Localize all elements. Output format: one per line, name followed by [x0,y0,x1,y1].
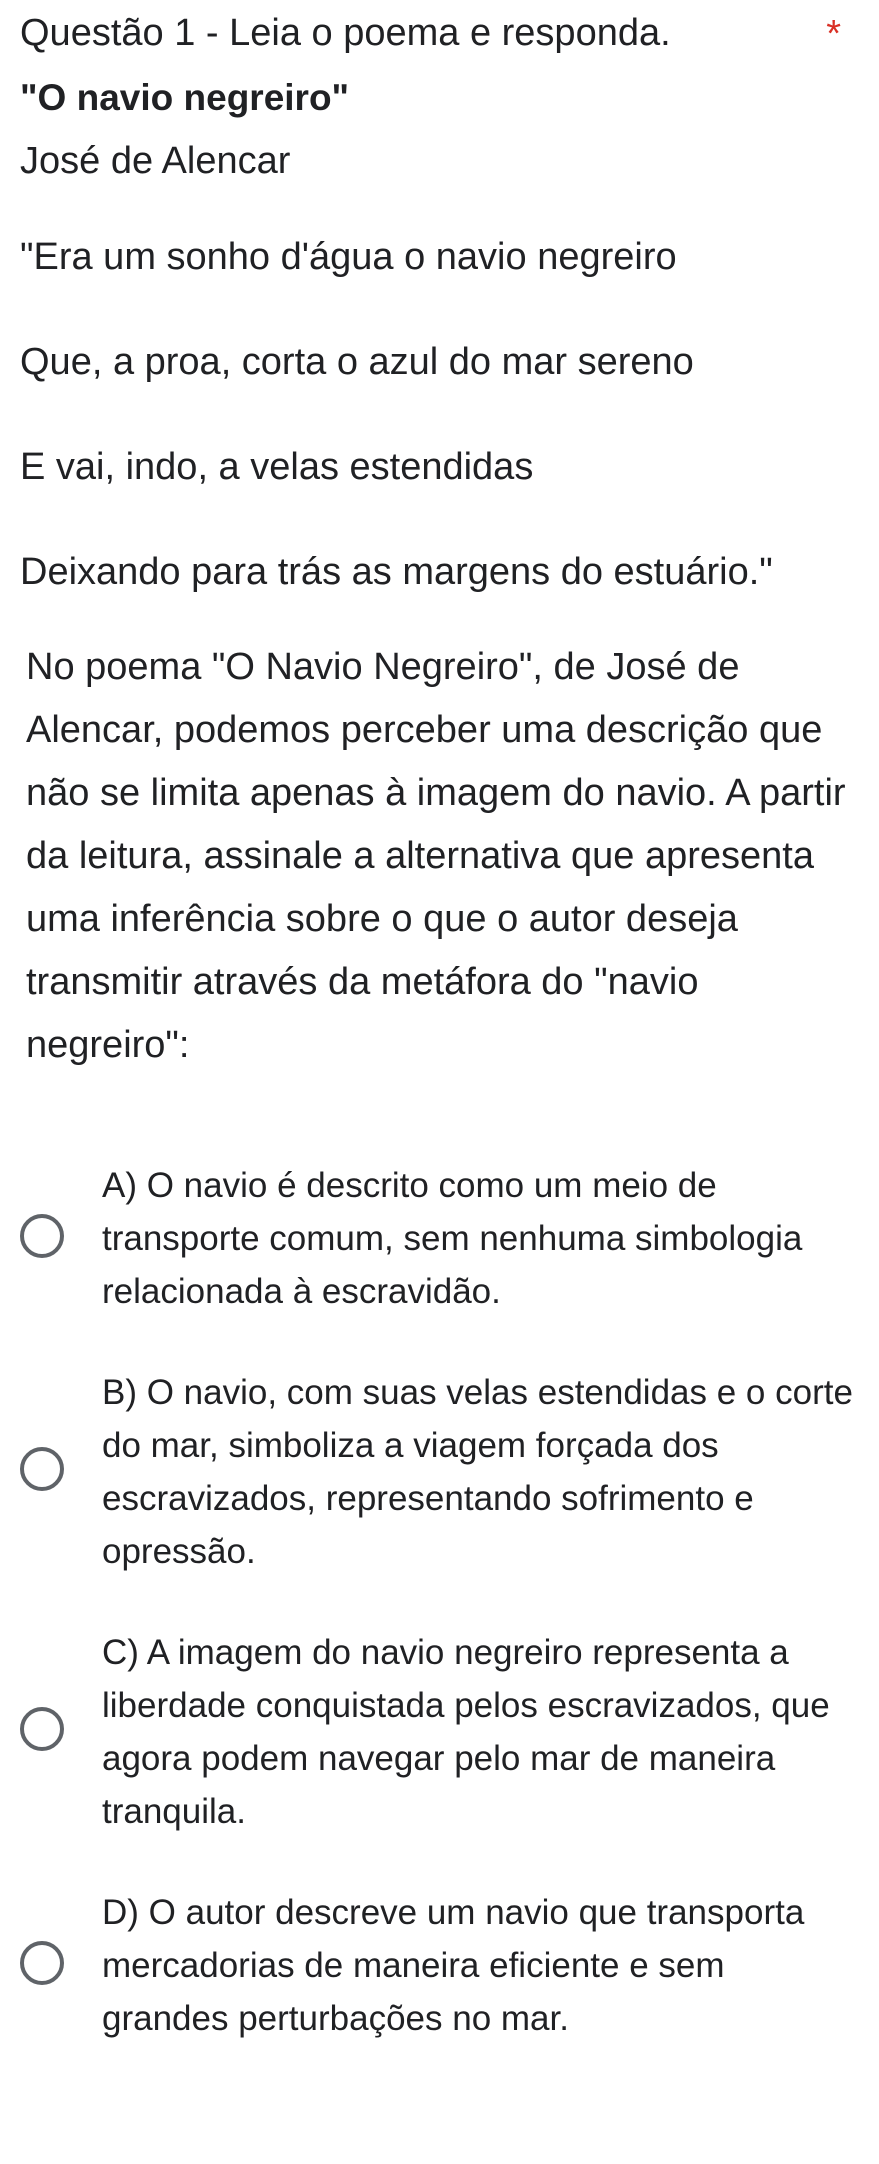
answer-options [20,1159,859,2045]
poem-line: Deixando para trás as margens do estuário." [20,551,773,593]
option-label: D) O autor descreve um navio que transporta mercadorias de maneira eficiente e sem grandes perturbações no mar. [102,1893,805,2038]
option-c[interactable] [20,1626,859,1838]
question-prompt: No poema "O Navio Negreiro", de José de Alencar, podemos perceber uma descrição que não se limita apenas à imagem do navio. A partir da leitura, assinale a alternativa que apresenta uma inferência sobre o que o autor deseja transmitir através da metáfora do "navio negreiro": [26,646,846,1066]
poem-line: E vai, indo, a velas estendidas [20,446,534,488]
required-marker: * [826,13,841,55]
radio-button-icon[interactable] [20,1941,64,1985]
poem-author: José de Alencar [20,140,291,182]
radio-button-icon[interactable] [20,1447,64,1491]
radio-button-icon[interactable] [20,1707,64,1751]
poem-stanza [20,226,859,604]
question-title: Questão 1 - Leia o poema e responda. [20,12,671,54]
option-b[interactable] [20,1366,859,1578]
poem-line: "Era um sonho d'água o navio negreiro [20,236,677,278]
radio-button-icon[interactable] [20,1214,64,1258]
option-d[interactable] [20,1886,859,2045]
option-label: A) O navio é descrito como um meio de transporte comum, sem nenhuma simbologia relacionada à escravidão. [102,1166,803,1311]
option-a[interactable] [20,1159,859,1318]
poem-line: Que, a proa, corta o azul do mar sereno [20,341,694,383]
option-label: C) A imagem do navio negreiro representa a liberdade conquistada pelos escravizados, que agora podem navegar pelo mar de maneira tranquila. [102,1633,830,1831]
poem-title: "O navio negreiro" [20,77,350,118]
question-header [20,0,859,66]
option-label: B) O navio, com suas velas estendidas e o corte do mar, simboliza a viagem forçada dos escravizados, representando sofrimento e opressão. [102,1373,853,1571]
